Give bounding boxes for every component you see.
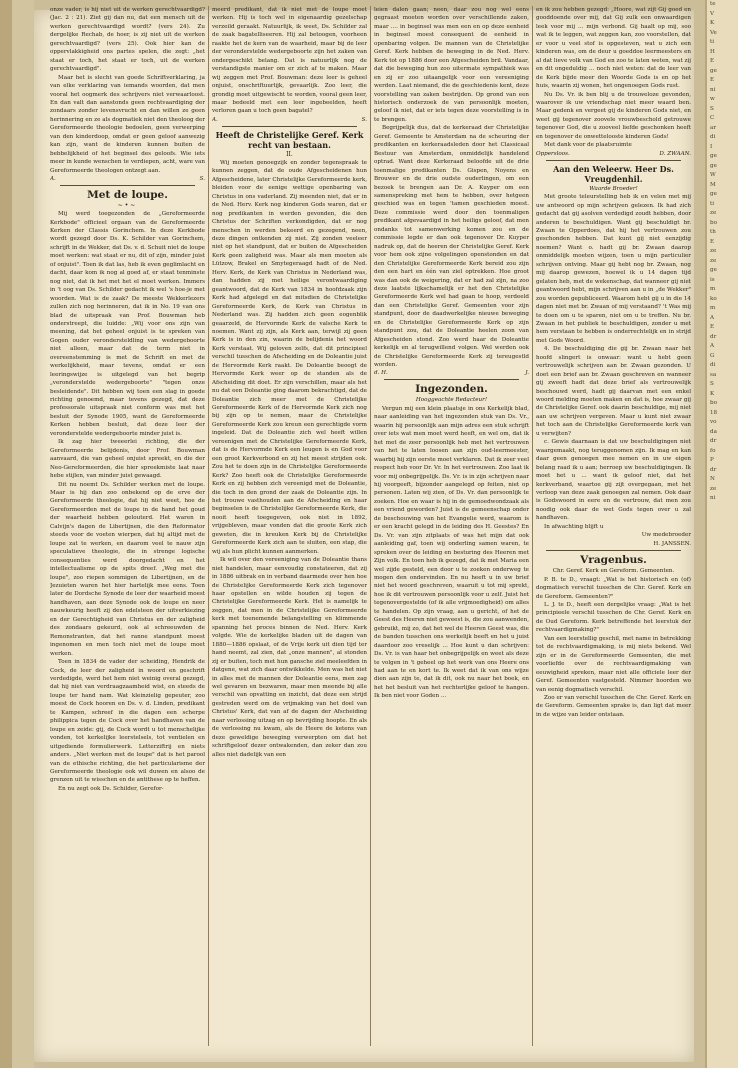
column-1	[50, 6, 205, 1046]
next-page-fragment: w	[710, 96, 715, 102]
signature-left: Oppersloos.	[536, 150, 570, 157]
signature-left: d. H.	[374, 370, 388, 377]
next-page-fragment: ge	[710, 191, 717, 197]
divider	[546, 160, 681, 161]
next-page-fragment: P	[710, 457, 714, 463]
paragraph: Mij werd toegezonden de „Gereformeerde Kerkbode" officieel orgaan van de Gereformeerde Kerken der Classis Gorinchem. In deze Kerkbode wordt gezegd door Ds. K. Schilder van Gorinchem, schrijft in de Wekker, dat Ds. v. d. Schuit niet de loupe moet werken: wat staat er nu, dit of zijn, minder juist of onjuist". Toen ik dat las, heb ik even geglimlacht en dacht, daar kom ik nog al goed af, er staat tenminste nog niet, dat ik het met het el moet werken. Immers in 't oog van Ds. Schilder gedacht ik wel 's hoe-je met woorden. Wat is de zaak? De meeste Wekkerlezers zullen zich nog herinneren, dat ik in No. 19 van ons blad de uitspraak van Prof. Bouwman heb onderstreept, die luidde: „Wij voor ons zijn van meening, dat het geheel onjuist is te spreken van Gogen ouder verondersteldling van wedergeboorte niet alleen, maar dat de term niet in overeenstemming is met de Schrift en met de werkelijkheid, maar tevens, omdat er een leeringswijze is uitgelegd van het begrip „veronderstelde wedergeboorte" "tegen onze besleidende". Dit hebben wij toen een slag in goede richting genoemd, maar tevens gezegd, dat deze professorale uitspraak niet conform was met het besluit der Synode 1905, want de Gereformeerde Kerken hebben besluit, dat deze leer der veronderstelde wedergeboorte minder juist is.	[50, 211, 205, 437]
next-page-fragment: fo	[710, 447, 716, 454]
paragraph: Zoo er van verschil tusschen de Chr. Geref. Kerk en de Gereform. Gemeenten sprake is, dan ligt dat meer in de wijze van leider ontstaan.	[536, 694, 691, 718]
column-4	[536, 6, 691, 1046]
next-page-fragment: N	[710, 476, 715, 482]
signature-left: A.	[50, 176, 56, 183]
next-page-fragment: I	[710, 143, 713, 150]
next-page-fragment: W	[710, 172, 716, 178]
paragraph: In afwachting blijft u	[544, 523, 604, 530]
divider	[546, 550, 681, 551]
article-heading-met-de-loupe: Met de loupe.	[87, 189, 168, 202]
paragraph: En nu zegt ook Ds. Schilder, Gerefor-	[58, 785, 164, 792]
column-rule	[370, 6, 371, 1046]
next-page-fragment: te	[710, 1, 716, 7]
next-page-fragment: ko	[710, 295, 717, 302]
next-page-fragment: dr	[710, 438, 717, 444]
closing: Uw medebroeder	[641, 532, 691, 539]
next-page-fragment: ge	[710, 162, 717, 169]
next-page-fragment: A	[710, 314, 715, 321]
next-page-fragment: dr	[710, 333, 717, 340]
signature-right: S.	[361, 116, 367, 123]
divider	[222, 126, 357, 127]
next-page-fragment: dr	[710, 466, 717, 473]
column-rule	[532, 6, 533, 1046]
signature	[536, 150, 691, 158]
signature	[50, 175, 205, 183]
next-page-fragment: S	[710, 381, 714, 387]
signature-right: J.	[525, 370, 529, 377]
next-page-fragment: th	[710, 229, 716, 235]
binding-edge	[0, 0, 12, 1068]
paragraph: Ik wil over den vereeniging van de Doleantie thans niet handelen, maar eenvoudig constateeren, dat zij in 1886 uitbrak en in verband daarmede over hen hoe de Christelijke Gereformeerde Kerk zich tegenover haar opstellen en wilde houden zij tegen de Christelijke Gereformeerde Kerk. Het is namelijk te zeggen, dat men in de Christelijke Gereformeerde kerk met toenemende belangstelling en klimmende spanning het proces binnen de Ned. Herv. Kerk volgde. Wie de kerkelijke bladen uit de dagen van 1880—1886 opslaat, of de Vrije kerk uit dien tijd ter hand neemt, zal zien, dat „onze mannen", al stonden zij er buiten, toch met hun gansche ziel meeleefden in datgene, wat zich daar ontwikkelde. Men was het niet in alles met de mannen der Doleantie eens, men zag wel gevaren en bezwaren, maar men meende bij alle verschil van opvatting en inzicht, dat deze een strijd gestreden werd om de vrijmaking van het doel van Christus' Kerk, dat van af de dagen der Afscheiding naar verlossing uitzag en op bevrijding hoopte. En als de verlossing nu kwam, als de Heere de ketens van deze geweldige beweging verwerpten om dat het schriftgeloof dezer ontwakenden, dan zeker dan zou alles niet dadelijk van een	[212, 557, 367, 758]
salutation: Waarde Broeder!	[589, 185, 638, 192]
column-rule	[208, 6, 209, 1046]
next-page-fragment: ze	[710, 210, 717, 216]
next-page-fragment: di	[710, 134, 716, 140]
next-page-fragment: ze	[710, 248, 717, 254]
signature	[374, 369, 529, 377]
subheading: Chr. Geref. Kerk en Gereform. Gemeenten.	[552, 568, 675, 575]
next-page-fragment: ti	[710, 200, 715, 207]
next-page-fragment: da	[710, 428, 717, 435]
next-page-fragment: A	[710, 343, 715, 349]
paragraph: en ik zou hebben gezegd: „Hoore, wat zijt Gij goed en gooddoende over mij, dat Gij zulk een onwaardigen leek voor mij ... mijn verbond. Gij haalt op mij, soo wat ik te leggen, wat zeggen kan, zoo voorstellen, dat er voor u veel stof is opgesteven, wat u zich een kinderen was, om de deur u goeddoe leermeesters en al dat lieve volk van God en zoo te laten weten, wat zij en dit ongeduldig ... noch niet weten: dat de leer van de Kerk bijde meer den Woorde Gods is en op het huis, waarin zij wonen, het ongenoegen Gods rust.	[536, 7, 691, 90]
paragraph: Van een leerstellig geschil, met name in betrekking tot de rechtvaardigmaking, is mij niets bekend. Wel zijn er in de Gereformeerde Gemeenten, die met voorliefde over de rechtvaardigmaking van eeuwigheid spreken, maar niet alle officiele leer der Geref. Gemeenten vastgesteld. Nimmer hoorden wo van eenig dogmatisch verschil.	[536, 635, 691, 693]
paragraph: meerd predikant, dat ik niet met de loupe moet werken. Hij is toch wel in eigenaardig gezelschap verzeild geraakt. Natuurlijk, ik weet, Ds. Schilder zal de zaak bagatelliseeren. Hij zal betoogen, voorheen raakte het de kern van de waarheid, maar bij de leer der veronderstelde wedergeboorte zijn het zaken van ondergeschikt belang. Dat is natuurlijk nog de verstandigste manier om er zich af te maken. Maar wij zeggen met Prof. Bouwman: deze leer is geheel onjuist, onschriftuurlijk, gevaarlijk. Zoo leer, die grondig moet uitgewischt te worden, vooral geen leer, maar bedeeld met een leer ingebeelden, heeft verloren gaan u toch geen bagatel?	[212, 7, 367, 115]
next-page-fragment: G	[710, 352, 715, 359]
signature-left: A.	[212, 116, 218, 123]
salutation: Hooggeachte Redacteur!	[415, 397, 488, 404]
next-page-fragment: bo	[710, 219, 717, 226]
paragraph: leien dalen gaan; neen, daar zou nog wel eens gegraast moeten worden over verschillende zaken, maar .... in beginsel was men een en op deze eenheid in beginsel moest consequent de eenheid in openbaring volgen. De mannen van de Christelijke Geref. Kerk hebben de beweging in de Ned. Herv. Kerk tot op 1886 door een Afgescheiden bril. Vandaar, dat die beweging hun zoo uitermate sympathiek was en zij er zoo uitaangelijk voor een vereeniging werden. Laat niemand, die de geschiedenis kent, deze voorstelling van zaken bestrijden. Op grond van een historisch onderzoek de van persoonlijk moeten, geloof ik niet, dat er iets tegen deze voorstelling is in te brengen.	[374, 7, 529, 123]
part-number: II.	[286, 150, 293, 158]
paragraph: c. Gewis daarnaan is dat uw beschuldigingen niet waargemaakt, nog teruggenomen zijn. Ik mag en kan daar geen genoegen mee nemen en in uw eigen belang raad ik u aan; herroep uw beschuldigingen. Ik moet het u ... want ik geloof niet, dat het kerkverband, waartoe gij zijt overgegaan, met het verloop van deze zaak genoegen zal nemen. Ook daar is Godswoord in eere en de vertrouw, dat men zou noodig ook daar de wet Gods tegen over u zal handhaven.	[536, 439, 691, 522]
article-heading-christelijke-geref-kerk: Heeft de Christelijke Geref. Kerk recht van bestaan.	[215, 129, 364, 150]
divider	[384, 379, 519, 380]
next-page-fragment: M	[710, 181, 716, 188]
paragraph: P. B. te D., vraagt: „Wat is het historisch en (of) dogmatisch verschil tusschen de Chr. Geref. Kerk en de Gereform. Gemeenten?"	[536, 576, 691, 600]
paragraph: Dit nu noemt Ds. Schilder werken met de loupe. Maar is hij dan zoo onbekend op de erve der Gereformeerde theologie, dat hij niet weet, hoe de Gereformeerden met de loupe in de hand het goud der waarheid hebben gelouterd. Het waren in Calvijn's dagen de Libertijnen, die den Reformator steeds voor de voeten wierpen, dat hij altijd met de loupe zat te werken, en daarom veel te nauw zijn speculatieve theologie, die in strenge logische consequenties werd doorgedacht en het intellectualisme op de spits dreef. „Weg met die loupe", zoo riepen sommigen de Libertijnen, en de Jezuieten waren het hier hartelijk mee eens. Toen later de Dordsche Synode de leer der waarheid moest handhaven, aan deze Synode ook de loupe en neer nauwkeurig heeft zij den edelsteen der uitverkiezing en der Gerechtigheid van Christus en der zaligheid des zondaars gekeurd, ook al schreeuwden de Remonstranten, dat het ranne standpunt moest ingenomen en men toch niet met de loupe moet werken.	[50, 481, 205, 657]
next-page-edge	[705, 0, 738, 1068]
next-page-fragment: ti	[710, 39, 715, 45]
paragraph: L. J. te D., heeft een dergelijke vraag: „Wat is het principieele verschil tusschen de Chr. Geref. Kerk en de Oud Gereform. Kerk betreffende het leerstuk der rechtvaardigmaking?"	[536, 602, 691, 634]
column-3	[374, 6, 529, 1046]
next-page-fragment: vo	[710, 419, 717, 425]
next-page-fragment: bo	[710, 400, 717, 406]
next-page-fragment: E	[710, 77, 715, 83]
next-page-fragment: m	[710, 305, 716, 311]
next-page-fragments	[707, 0, 738, 504]
closing-name: H. JANSSEN.	[653, 540, 691, 547]
next-page-fragment: K	[710, 390, 715, 397]
next-page-fragment: ar	[710, 124, 717, 131]
paragraph: Wij moeten genoegzijk en zonder tegenspraak te kunnen zeggen, dat de oude Afgescheidenen hun Afgescheidene, later Christelijke Gereformeerde kerk, bleiden voor de eenige wettige openbaring van Christus in ons vaderland. Zij meenden niet, dat er in de Ned. Herv. Kerk nog kinderen Gods waren, dat er nog predikanten in werden gevonden, die den Christus der Schriften verkondigden, dat er nog menschen in werden bekeerd en gezegend, neen, deze dingen ontkenden zij niet. Zij zonden veeleer niet op het standpunt, dat er buiten de Afgescheiden Kerk geen zaligheid was. Maar als men moeten als Lützow, Brakel en Smytegeraagd hadt of de Ned. Herv. Kerk, de Kerk van Christus in Nederland was, dan hadden zij met heilige verontwaardiging geantwoord, dat de Kerk van 1834 in hoofdzaak zijn Kerk had afgelegd en dat mitsdien de Christelijke Gereformeerde Kerk, de Kerk van Christus in Nederland was. Zij hadden zich geen eogenblik geaarzeld, de Hervormde Kerk de valsche Kerk te noemen. Want zij zijn, als Kerk aan, terwijl zij geen Kerk is in den zin, waarin de belijdenis het woord Kerk verstaat. Wij geloven zelfs, dat dit principieel verschil tusschen de Afscheiding en de Doleantie juist de Hervormde Kerk raakt. De Doleantie beoogt de Hervormde Kerk weer op de standen als de Afscheiding dit doet. Er zijn verschillen, maar als het nu dat een Doleantie ging daarom bekrachtigd, dat de Doleantie zich meer met de Christelijke Gereformeerde Kerk of de Hervormde Kerk zich nog bij zijn op te nemen, maar de Christelijke Gereformeerde Kerk zou kreun een gerechtigde vorm ingeleid. Dat de Doleantie zich wel heeft willen vereenigen met de Christelijke Gereformeerde Kerk, dat is de Hervormde Kerk een leugen is en God voor een groot Kerkverbond en zij het meest strijden ook. Zou het te doen zijn in de Christelijke Gereformeerde Kerk? Zoo heeft ook de Christelijke Gereformeerde Kerk en zij hebben zich vereenigd met de Doleantie, die toch in den grond der zaak de Doleantie zijn. In het trouwe vasthouden aan de Afscheiding en haar beginselen is de Christelijke Gereformeerde Kerk, die nooit heeft toegegeven, ook niet in 1892, vrijgebleven, maar vonden dat die groote Kerk zich geweten, die in kreuken Kerk bij de Christelijke Gereformeerde Kerk zich aan te sluiten, een stap, die wij als hun plicht kunnen aanmerken.	[212, 159, 367, 555]
next-page-fragment: ni	[710, 86, 716, 93]
paragraph: Toen in 1834 de vader der scheiding, Hendrik de Cock, de leer der zaligheid in woord en geschrift verdedigde, werd het hem niet weinig overal gezegd, dat hij niet van verdraagzaamheid wist, en steeds de loupe ter hand nam. Wat kleinzielig gepeuter, zoo moest de Cock hooren en Ds. v. d. Linden, predikant te Kampen, schreef in die dagen een scherpe philippica tegen de Cock over het handhaven van de loupe en zeide: gij, de Cock wordt u tot menschelijke vonden, tot kerkelijke leerstelsels, tot ventielen en uitgediende formulierwerk. Letterziftrij en niets anders. „Niet werken met de loupe" dat is het parool van de ethische richting, die het particularisme der Gereformeerde theologie ook wil duwen en alsoo de grenzen uit te wisschen en de antithese op te heffen.	[50, 659, 205, 784]
ornament: ~•~	[117, 202, 138, 210]
paragraph: Met dank voor de plaatsruimte	[544, 142, 632, 149]
next-page-fragment: H	[710, 48, 715, 55]
next-page-fragment: E	[710, 324, 715, 330]
binding-shadow	[12, 0, 34, 1068]
article-heading-ingezonden: Ingezonden.	[415, 383, 488, 396]
next-page-fragment: E	[710, 238, 715, 245]
next-page-fragment: K	[710, 20, 715, 26]
col1-intro	[50, 6, 205, 175]
next-page-fragment: E	[710, 58, 715, 64]
next-page-fragment: m	[710, 286, 716, 292]
next-page-fragment: ze	[710, 257, 717, 264]
paragraph: Nu Ds. Vr. ik ben blij u de trouweloze gevonden, waarover ik uw vriendschap niet meer waard ben. Maar gedenk en vergeet gij de kinderen Gods niet, en weet gij tegenover zoovele vrouwbeschold getrouwe tegenover God, die u zooveel liefde geschonken heeft en tegenover de onwettelooste kinderen Gods!	[536, 91, 691, 140]
next-page-fragment: ge	[710, 267, 717, 273]
next-page-fragment: 18	[710, 409, 718, 416]
next-page-fragment: ze	[710, 485, 717, 492]
next-page-fragment: S	[710, 105, 714, 112]
paragraph: 4. De beschuldiging die gij br. Zwaan naar het hoofd slingert is onwaar: want u hebt geen vertrouwelijk schrijven aan br. Zwaan gezonden. U doet een brief aan br. Zwaan geschreven en wanneer gij zweeft hadt dat deze brief als vertrouwelijk beschouwd werd, hadt gij daarvan met een enkel woord melding moeten maken en dat is, hoe zwaar gij de Christelijke Geref. ook daarin beschuldige, mij niet aan uw schrijven vergeven. Maar u kunt niet zwaar het toch aan de Christelijke Gereformeerde kerk van u verwijten?	[536, 346, 691, 437]
next-page-fragment: ge	[710, 153, 717, 159]
divider	[60, 185, 195, 186]
signature	[212, 116, 367, 124]
signature-right: D. ZWAAN.	[659, 150, 691, 157]
signature-right: S.	[199, 176, 205, 183]
paragraph: Begrijpelijk dus, dat de kerkeraad der Christelijke Geref. Gemeente te Amsterdam na de scheuring der predikanten en kerkeraadsleden door het Classicaal Bestuur van Amsterdam, onmiddelijk handelend optrad. Want deze Kerkeraad beloofde uit de drie toenmalige predikanten Ds. Gispen, Noyens en Brouwer en de drie oudste ouderlingen, om een bezoek te brengen aan Dr. A. Kuyper om een samenspreking met hem te hebben, over hetgeen geschied was en tegen 'tamen geschieden moest. Deze commissie werd door den toenmaligen predikant afgevaardigd in het heiligs geloof, dat men ondanks tot samenwerking komen zou en de commissie legde er dan ook tegenover Dr. Kuyper nadruk op, dat de heeren der Christelijke Geref. Kerk voor hem ook zijne volgelingen openstonden en dat den Christelijke Gereformeerde Kerk bereid zou zijn den een hart en één van ziel optrekken. Hoe groot was dan ook de weigering, dat er had zal zijn, na zoo deze laatste lijkschamelijk er het den Christelijke Gereformeerde Kerk wel had gaan te hoop, verdeeld dan een Christelijke Geref. Gemeenten voor zijn standpunt, door de daadwerkelijke nieuwe beweging en de Christelijke Gereformeerde Kerk op zijn standpunt zou, dat de Doleantie heelen zoon van Afgescheiden stond. Zoo werd haar de Doleantie kerkelijk en al terugwillend volgen. Wel werden ook de Christelijke Gereformeerde Kerk zij tereugestld worden.	[374, 125, 529, 369]
next-page-fragment: Ve	[710, 29, 717, 36]
next-page-fragment: sa	[710, 371, 717, 378]
next-page-fragment: is	[710, 276, 715, 283]
next-page-fragment: V	[710, 10, 715, 17]
next-page-fragment: ni	[710, 495, 716, 501]
next-page-fragment: ge	[710, 67, 717, 74]
next-page-fragment: C	[710, 115, 715, 121]
paragraph: Met groote teleurstelling heb ik en velen met mij uw antwoord op mijn schrijven gelezen. Ik had zich gedacht dat gij asolven verdedigd zoudt hebben, door anderen te beschuldigen. Want gij beschuldigt br. Zwaan te Opperdoes, dat hij het vertrouwen zou geschonden hebben. Dat kunt gij niet eenzijdig noemen? Want o. hadt gij br. Zwaan daarop onmiddelijk moeten wijzen, toen u mijn particulier schrijven ontving. Maar gij hebt nog br. Zwaan, nog mij daarop gewezen, hoewel ik u 14 dagen tijd gelaten heb, met de wekenschap, dat wanneer gij niet geantwoord hebt, mijn schrijven aan u in „de Wekker" zou worden gepubliceerd. Waarom hebt gij u in die 14 dagen niet met br. Zwaan of mij verstaand? 't Was mij te doen om u te sparen, niet om u te treffen. Nu br. Zwaan in het publiek te beschuldigen, zonder u met hem verstaan te hebben is onderrechtelijk en in strijd met Gods Woord.	[536, 194, 691, 344]
paragraph: Maar het is slecht van goede Schriftverklaring, ja van elke verklaring van iemands woorden, dat men vooral het oogmerk des schrijvers niet verwaarloost. En dan valt dan aanstonds geen rechtvaardiging der zondaars zonder levensvrucht en dan willen ze geen herinnering en ze als dogmatiek niet den theoloog der Gereformeerde theologie bedoelen, geen verwerping van den kinderdoop, omdat er geen geloof aanwezig kan zijn, want de kinderen kunnen buiten de bebbelijkheid of het beginsel des geloofs. Wie iets meer in kunde wenschen te verdiepen, acht, ware van Gereformeerde theologen ontzegt aan.	[50, 74, 205, 174]
column-2	[212, 6, 367, 1046]
paragraph: Vergun mij een klein plaatsje in ons Kerkelijk blad, naar aanleiding van het ingezonden stuk van Ds. Vr., waarin hij persoonlijk aan mijn adres een stuk schrijft over iets wat men moet werd heeft, en wel om, dat ik het met de zeer persoonlijk heb met het vertrouwen van het te laten loosen aan zijn oud-leermeester, waarbij hij zijn eerste moet verklaren. Dat ik zeer veel respect heb voor Dr. Vr. In het vertrouwen. Zoo laat ik voor mij onbegrijpelijk. Ds. Vr. is in zijn schrijven naar hij voorgeeft, bijzonder aangelegd op feiten, niet op personen. Laten wij zien, of Ds. Vr. dan persoonlijk te zoeken. Hoe en waar is hij in de gemoedwondzaak als een vriend geworden? Juist is de gemeenschap onder de beschouwing van het Evangelie werd, waarom is er een kracht gelegd in de leiding des H. Geestes? En Ds. Vr. van zijn zitplaats of was het mijn dat ook aanleiding gaf, toen wij onderling samen waren, te spreken over de leiding en besturing des Heeren met Zijn volk. En toen heb ik gezegd, dat ik met Maria een wel zijde gesteld, een door u te zoeken onderweg te mogen den ondervinden. En nu heeft u in uw brief niet het woord geschreven, waaruit u tot mij sprekt, hoe ik dit vertrouwen persoonlijk voor u zelf. Juist het tegenovergestelde (of ik alle vrijmoedigheid) om alles te handelen. Op zijn vraag, aan u gericht, of het de Geest des Heeren niet geweest is, die zou aanwenden, gebruikt, mij zo, dat het wel de Heeren Geest was, die de banden tusschen ons werkelijk beeft en het u juist daardoor zoo vreselijk ... Hoe kunt u dan schrijven: Ds. Vr. is van haar het onbegrijpelijk en weet als deze te volgen in 't geheel op het werk van ons Heere ons had aan te en kort te. Ik weet dat ik van ons wijze dien aan zijn te, dat ik dit, ook nu naar het boek, en het het besluit van het rechterlijke geloof te hangen. Ik ben niet voor Goden ...	[374, 405, 529, 700]
article-heading-aan-ds-vreugdenhil: Aan den Weleerw. Heer Ds. Vreugdenhil.	[553, 163, 674, 184]
paragraph: onze vader, is hij niet uit de werken gerechtvaardigd? (Jac. 2 : 21). Ziet gij dan nu, dat een mensch uit de werken gerechtvaardigd wordt? (vers 24). Zu dergelijke Rechab, de hoer, is zij niet uit de werken gerechtvaardigd? (vers 25). Ook hier kan de oppervlakkigheid ons partes spelen, die zegt: „het staat er toch, het staat er toch, uit de werken gerechtvaardigd".	[50, 7, 205, 73]
article-heading-vragenbus: Vragenbus.	[580, 554, 647, 567]
next-page-fragment: di	[710, 362, 716, 368]
paragraph: Ik zag hier tweeerlei richting, die der Gereformeerde belijdenis, door Prof. Bouwman aanvaard, die van geheel onjuist spreekt, en die der Neo-Gereformeerden, die hier spreekmiste laat naar hebe stijlen, van minder juist gewaagd.	[50, 439, 205, 480]
